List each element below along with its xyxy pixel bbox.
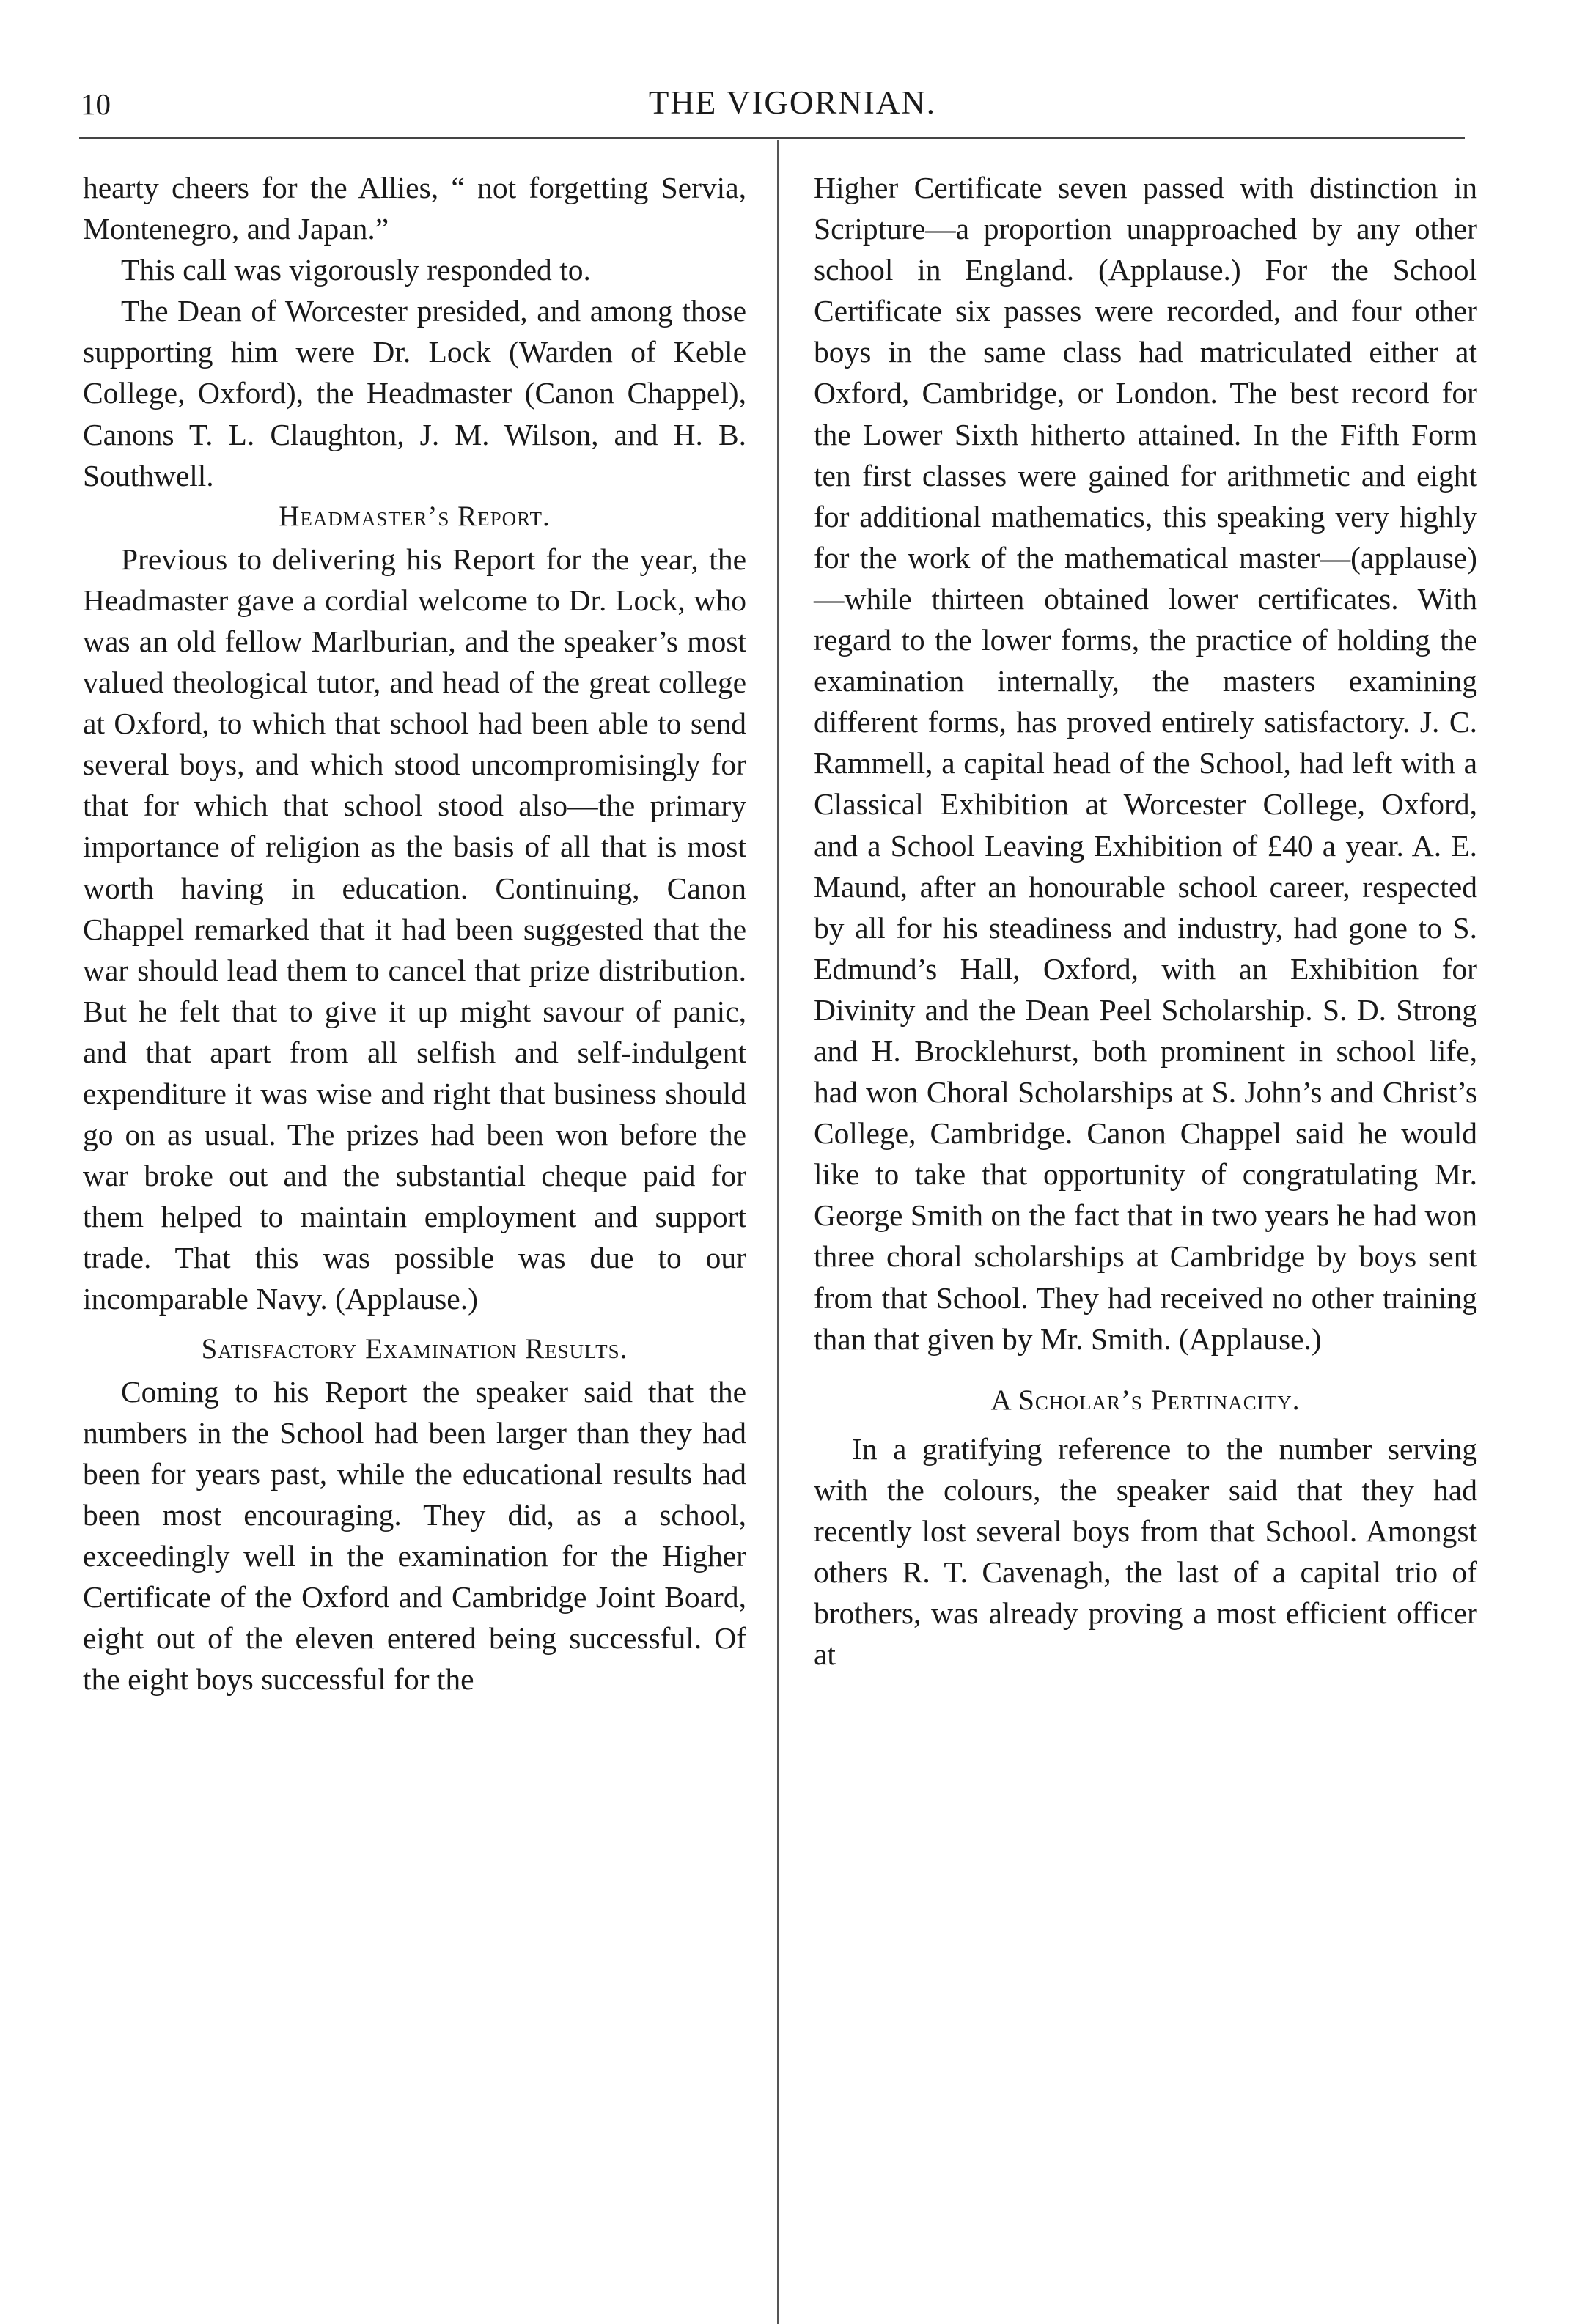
paragraph: Higher Certificate seven passed with distinction in Scripture—a proportion unapproached by any other school in England. (Applause.) For the School Certificate six passes were recorded, and four other boys in the same class had matriculated either at Oxford, Cambridge, or London. The best record for the Lower Sixth hitherto attained. In the Fifth Form ten first classes were gained for arithmetic and eight for additional mathematics, this speaking very highly for the work of the mathematical master—(applause)—while thirteen obtained lower certificates. With regard to the lower forms, the practice of holding the examination internally, the masters examining different forms, has proved entirely satisfactory. J. C. Rammell, a capital head of the School, had left with a Classical Exhibition at Worcester College, Oxford, and a School Leaving Exhibition of £40 a year. A. E. Maund, after an honourable school career, respected by all for his steadiness and industry, had gone to S. Edmund’s Hall, Oxford, with an Exhibition for Divinity and the Dean Peel Scholarship. S. D. Strong and H. Brocklehurst, both prominent in school life, had won Choral Scholarships at S. John’s and Christ’s College, Cambridge. Canon Chappel said he would like to take that opportunity of congratulating Mr. George Smith on the fact that in two years he had won three choral scholarships at Cambridge by boys sent from that School. They had received no other training than that given by Mr. Smith. (Applause.): [814, 171, 1477, 1356]
paragraph: Coming to his Report the speaker said that the numbers in the School had been larger than they had been for years past, while the educational results had been most encouraging. They did, as a school, exceedingly well in the examination for the Higher Certificate of the Oxford and Cambridge Joint Board, eight out of the eleven entered being successful. Of the eight boys successful for the: [83, 1374, 746, 1697]
column-divider: [777, 140, 779, 2324]
right-column: [814, 167, 1477, 1675]
header-rule: [79, 137, 1465, 139]
running-title: THE VIGORNIAN.: [648, 84, 937, 121]
paragraph: The Dean of Worcester presided, and among those supporting him were Dr. Lock (Warden of Keble College, Oxford), the Headmaster (Canon Chappel), Canons T. L. Claughton, J. M. Wilson, and H. B. Southwell.: [83, 294, 746, 493]
paragraph: hearty cheers for the Allies, “ not forgetting Servia, Montenegro, and Japan.”: [83, 171, 746, 246]
left-column: [83, 167, 746, 1700]
paragraph: This call was vigorously responded to.: [121, 253, 591, 287]
section-heading: Headmaster’s Report.: [279, 500, 551, 532]
section-heading: A Scholar’s Pertinacity.: [990, 1384, 1301, 1416]
paragraph: Previous to delivering his Report for the year, the Headmaster gave a cordial welcome to Dr. Lock, who was an old fellow Marlburian, and the speaker’s most valued theological tutor, and head of the great college at Oxford, to which that school had been able to send several boys, and which stood uncompromisingly for that for which that school stood also—the primary importance of religion as the basis of all that is most worth having in education. Continuing, Canon Chappel remarked that it had been suggested that the war should lead them to cancel that prize distribution. But he felt that to give it up might savour of panic, and that apart from all selfish and self-indulgent expenditure it was wise and right that business should go on as usual. The prizes had been won before the war broke out and the substantial cheque paid for them helped to maintain employment and support trade. That this was possible was due to our incomparable Navy. (Applause.): [83, 542, 746, 1316]
paragraph: In a gratifying reference to the number serving with the colours, the speaker said that they had recently lost several boys from that School. Amongst others R. T. Cavenagh, the last of a capital trio of brothers, was already proving a most efficient officer at: [814, 1431, 1477, 1672]
page-number: 10: [81, 87, 111, 121]
section-heading: Satisfactory Examination Results.: [201, 1332, 628, 1365]
